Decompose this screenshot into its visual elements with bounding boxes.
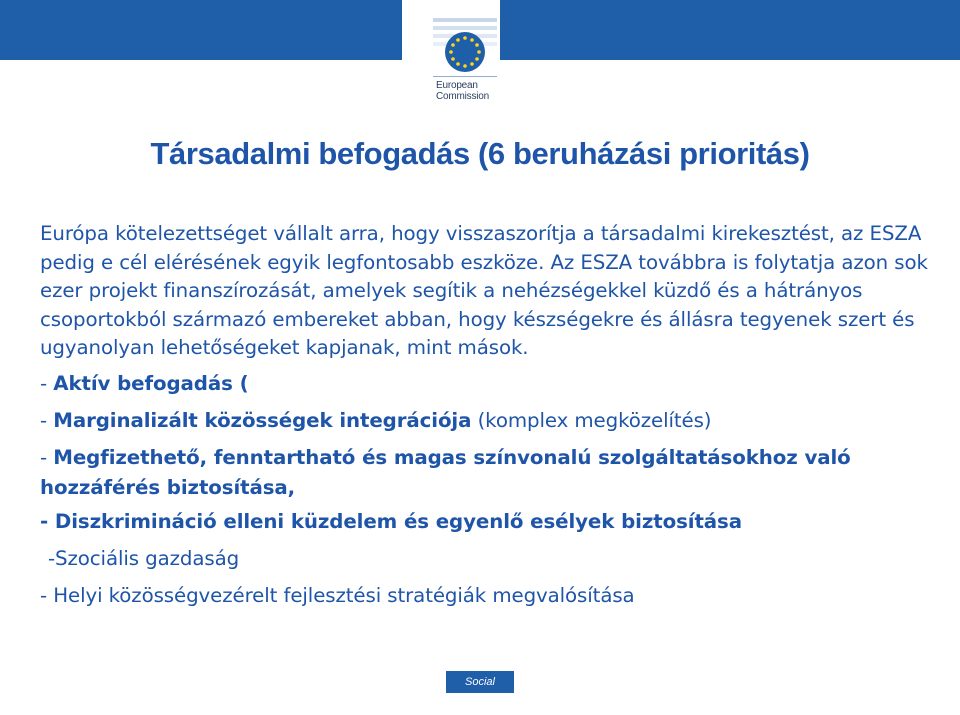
priority-item-2-prefix: -: [40, 408, 54, 432]
priority-item-3-bold: Megfizethető, fenntartható és magas színvonalú szolgáltatásokhoz való hozzáférés biztosítása,: [40, 445, 851, 499]
slide-content: [40, 220, 940, 618]
priority-item-1: [40, 369, 940, 399]
social-europe-badge: Social Europe: [446, 671, 514, 693]
priority-item-5-text: -Szociális gazdaság: [48, 546, 240, 570]
slide-title: Társadalmi befogadás (6 beruházási prioritás): [150, 136, 810, 171]
logo-line-2: Commission: [436, 91, 490, 102]
priority-item-3-prefix: -: [40, 445, 54, 469]
priority-item-1-prefix: -: [40, 371, 54, 395]
european-commission-logo: [402, 0, 500, 108]
priority-item-3: [40, 443, 940, 503]
priority-item-4: [40, 507, 940, 537]
priority-item-4-bold: - Diszkrimináció elleni küzdelem és egyenlő esélyek biztosítása: [40, 509, 742, 533]
priority-item-5: [40, 544, 940, 574]
priority-item-2-bold: Marginalizált közösségek integrációja: [53, 408, 472, 432]
priority-item-6-text: - Helyi közösségvezérelt fejlesztési stratégiák megvalósítása: [40, 583, 635, 607]
logo-text: [436, 80, 489, 102]
intro-paragraph: Európa kötelezettséget vállalt arra, hogy visszaszorítja a társadalmi kirekesztést, az ESZA pedig e cél elérésének egyik legfontosabb eszköze. Az ESZA továbbra is folytatja azon sok ezer projekt finanszírozását, amelyek segítik a nehézségekkel küzdő és a hátrányos csoportokból származó embereket abban, hogy készségekre és állásra tegyenek szert és ugyanolyan lehetőségeket kapjanak, mint mások.: [40, 222, 928, 360]
priority-item-1-bold: Aktív befogadás (: [53, 371, 249, 395]
logo-line-1: European: [436, 80, 478, 91]
priority-item-6: [40, 581, 940, 611]
priority-item-2-normal: (komplex megközelítés): [471, 408, 712, 432]
priority-item-2: [40, 406, 940, 436]
